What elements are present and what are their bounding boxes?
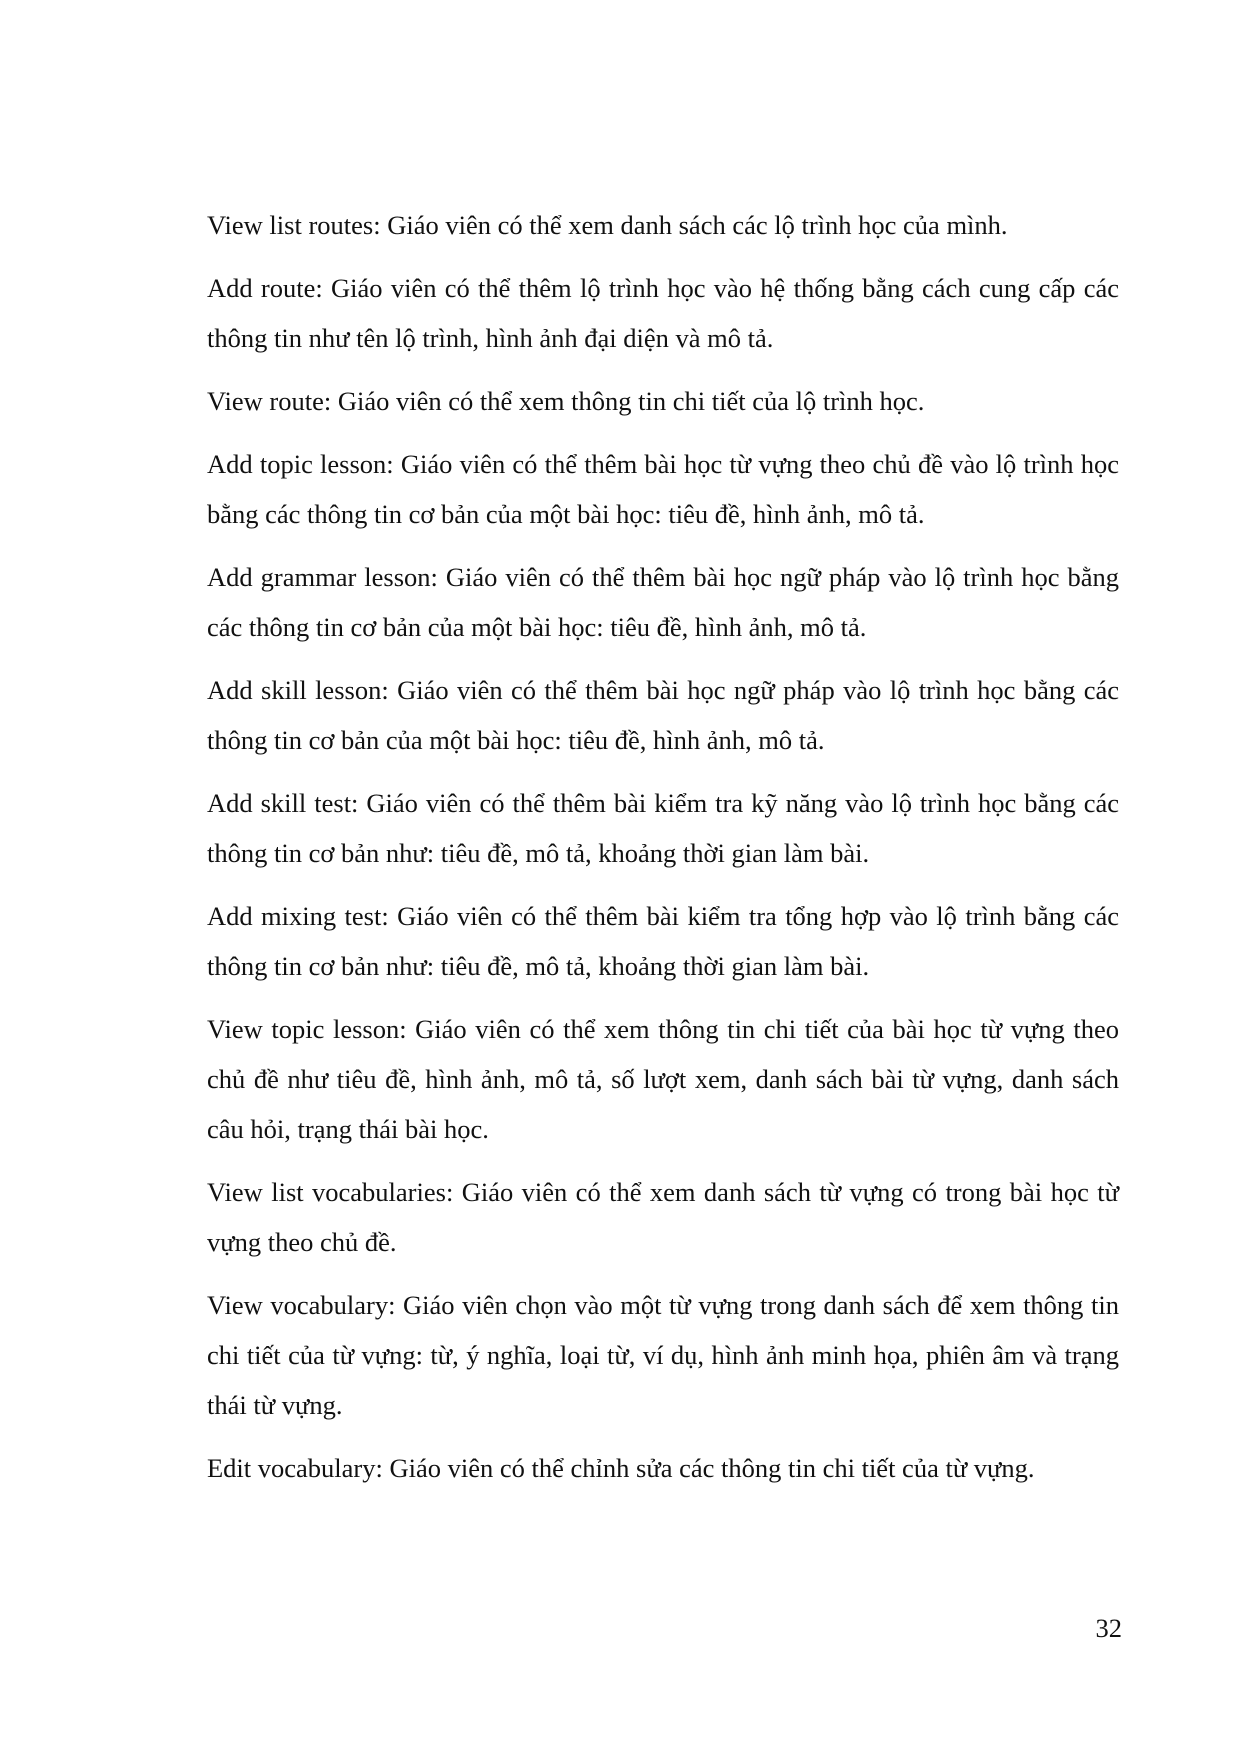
paragraph-view-list-routes: View list routes: Giáo viên có thể xem danh sách các lộ trình học của mình. — [207, 210, 1008, 240]
paragraph-add-route: Add route: Giáo viên có thể thêm lộ trình học vào hệ thống bằng cách cung cấp các thông tin như tên lộ trình, hình ảnh đại diện và mô tả. — [207, 273, 1119, 353]
paragraph-view-list-vocabularies: View list vocabularies: Giáo viên có thể xem danh sách từ vựng có trong bài học từ vựng theo chủ đề. — [207, 1177, 1119, 1257]
paragraph-view-route: View route: Giáo viên có thể xem thông tin chi tiết của lộ trình học. — [207, 386, 925, 416]
paragraph-add-mixing-test: Add mixing test: Giáo viên có thể thêm bài kiểm tra tổng hợp vào lộ trình bằng các thông tin cơ bản như: tiêu đề, mô tả, khoảng thời gian làm bài. — [207, 901, 1119, 981]
paragraph-add-skill-test: Add skill test: Giáo viên có thể thêm bài kiểm tra kỹ năng vào lộ trình học bằng các thông tin cơ bản như: tiêu đề, mô tả, khoảng thời gian làm bài. — [207, 788, 1119, 868]
paragraph-view-topic-lesson: View topic lesson: Giáo viên có thể xem thông tin chi tiết của bài học từ vựng theo chủ đề như tiêu đề, hình ảnh, mô tả, số lượt xem, danh sách bài từ vựng, danh sách câu hỏi, trạng thái bài học. — [207, 1014, 1119, 1144]
paragraph-add-topic-lesson: Add topic lesson: Giáo viên có thể thêm bài học từ vựng theo chủ đề vào lộ trình học bằng các thông tin cơ bản của một bài học: tiêu đề, hình ảnh, mô tả. — [207, 449, 1119, 529]
paragraph-add-grammar-lesson: Add grammar lesson: Giáo viên có thể thêm bài học ngữ pháp vào lộ trình học bằng các thông tin cơ bản của một bài học: tiêu đề, hình ảnh, mô tả. — [207, 562, 1119, 642]
page-number: 32 — [1095, 1613, 1122, 1643]
paragraph-add-skill-lesson: Add skill lesson: Giáo viên có thể thêm bài học ngữ pháp vào lộ trình học bằng các thông tin cơ bản của một bài học: tiêu đề, hình ảnh, mô tả. — [207, 675, 1119, 755]
paragraph-edit-vocabulary: Edit vocabulary: Giáo viên có thể chỉnh sửa các thông tin chi tiết của từ vựng. — [207, 1453, 1035, 1483]
document-body — [207, 200, 1119, 1506]
paragraph-view-vocabulary: View vocabulary: Giáo viên chọn vào một từ vựng trong danh sách để xem thông tin chi tiết của từ vựng: từ, ý nghĩa, loại từ, ví dụ, hình ảnh minh họa, phiên âm và trạng thái từ vựng. — [207, 1290, 1119, 1420]
